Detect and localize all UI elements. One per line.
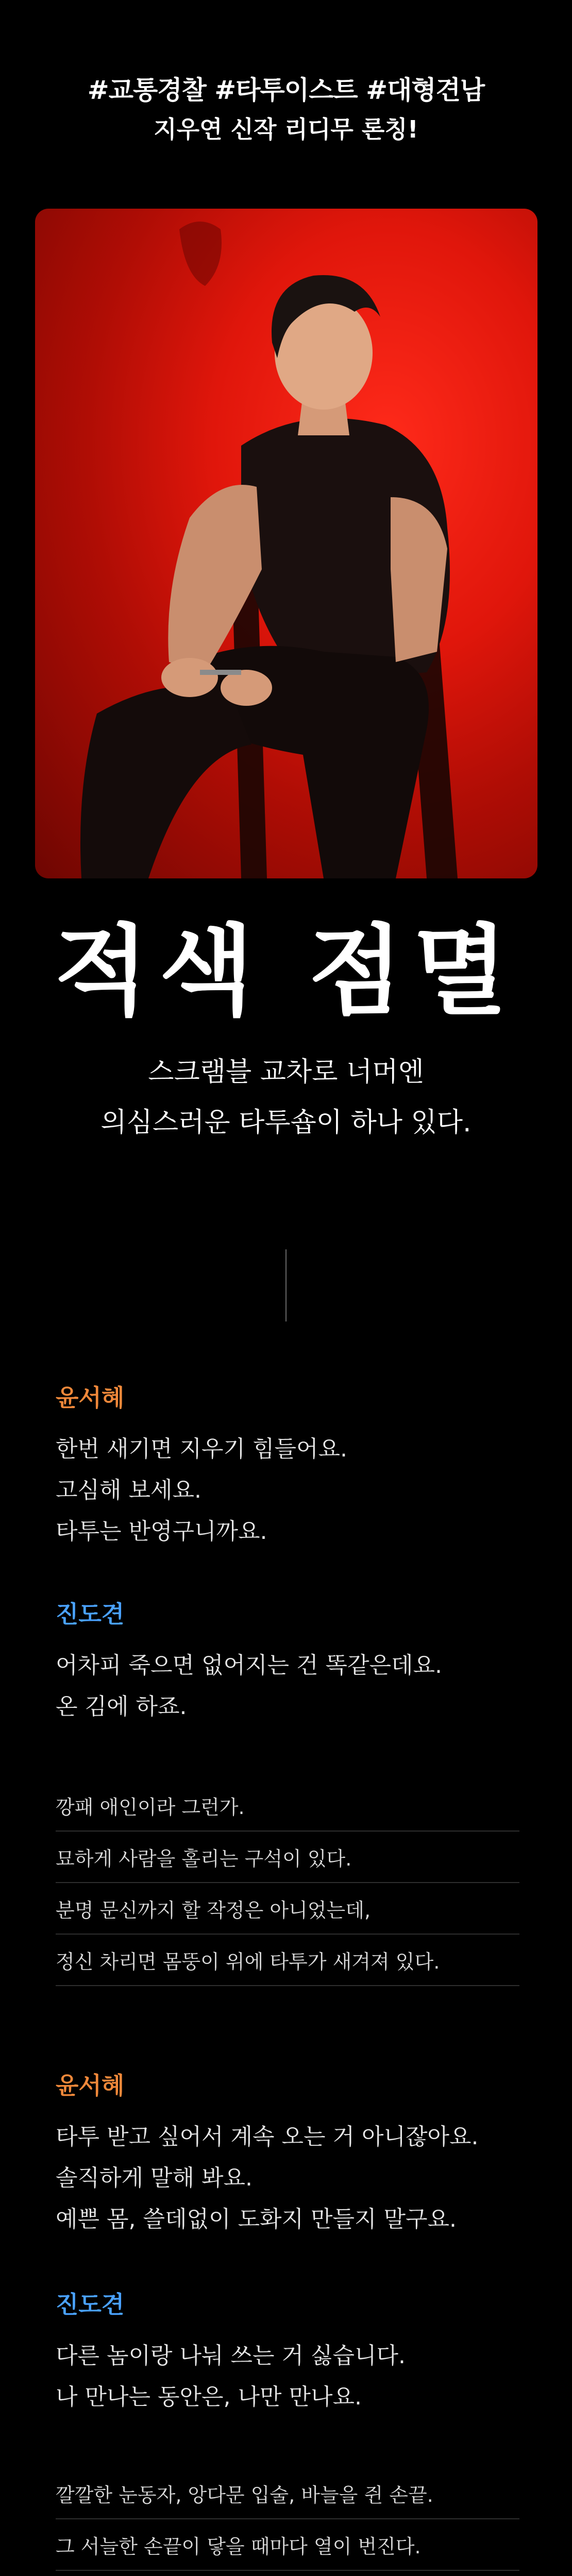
dialogue-line: 한번 새기면 지우기 힘들어요. — [56, 1436, 347, 1462]
hashtags: #교통경찰 #타투이스트 #대형견남 — [87, 75, 485, 105]
dialogue-line: 고심해 보세요. — [56, 1477, 201, 1503]
dialogue-line: 온 김에 하죠. — [56, 1693, 187, 1720]
dialogue-line: 타투는 반영구니까요. — [56, 1518, 267, 1545]
dialogue-line: 솔직하게 말해 봐요. — [56, 2165, 253, 2191]
lead-line-2: 의심스러운 타투숍이 하나 있다. — [100, 1107, 472, 1138]
narration-row: 묘하게 사람을 홀리는 구석이 있다. — [56, 1832, 519, 1883]
dialogue-line: 어차피 죽으면 없어지는 건 똑같은데요. — [56, 1652, 442, 1679]
narration-row: 깔깔한 눈동자, 앙다문 입술, 바늘을 쥔 손끝. — [56, 2468, 519, 2519]
speaker-name: 진도견 — [56, 1600, 125, 1628]
vertical-divider — [285, 1249, 287, 1321]
narration-row: 깡패 애인이라 그런가. — [56, 1780, 519, 1832]
dialogue-line: 다른 놈이랑 나눠 쓰는 거 싫습니다. — [56, 2343, 406, 2369]
dialogue-line: 타투 받고 싶어서 계속 오는 거 아니잖아요. — [56, 2124, 479, 2150]
speaker-name: 진도견 — [56, 2291, 125, 2318]
lead-line-1: 스크램블 교차로 너머엔 — [148, 1057, 424, 1088]
dialogue-block — [56, 1602, 519, 1737]
cover-art-svg — [35, 209, 537, 878]
speaker-name: 윤서혜 — [56, 1384, 125, 1412]
novel-title: 적색 점멸 — [54, 913, 518, 1028]
narration-list — [56, 2468, 519, 2576]
narration-list — [56, 1780, 519, 1986]
narration-row — [56, 2571, 519, 2576]
dialogue-block — [56, 2074, 519, 2249]
narration-row: 정신 차리면 몸뚱이 위에 타투가 새겨져 있다. — [56, 1935, 519, 1986]
cover-illustration — [35, 209, 537, 878]
dialogue-line: 예쁜 몸, 쓸데없이 도화지 만들지 말구요. — [56, 2206, 457, 2232]
dialogue-block — [56, 2293, 519, 2427]
speaker-name: 윤서혜 — [56, 2072, 125, 2099]
launch-subtitle: 지우연 신작 리디무 론칭! — [154, 115, 418, 143]
dialogue-line: 나 만나는 동안은, 나만 만나요. — [56, 2384, 362, 2410]
dialogue-block — [56, 1386, 519, 1562]
narration-row: 분명 문신까지 할 작정은 아니었는데, — [56, 1883, 519, 1935]
narration-row: 그 서늘한 손끝이 닿을 때마다 열이 번진다. — [56, 2519, 519, 2571]
